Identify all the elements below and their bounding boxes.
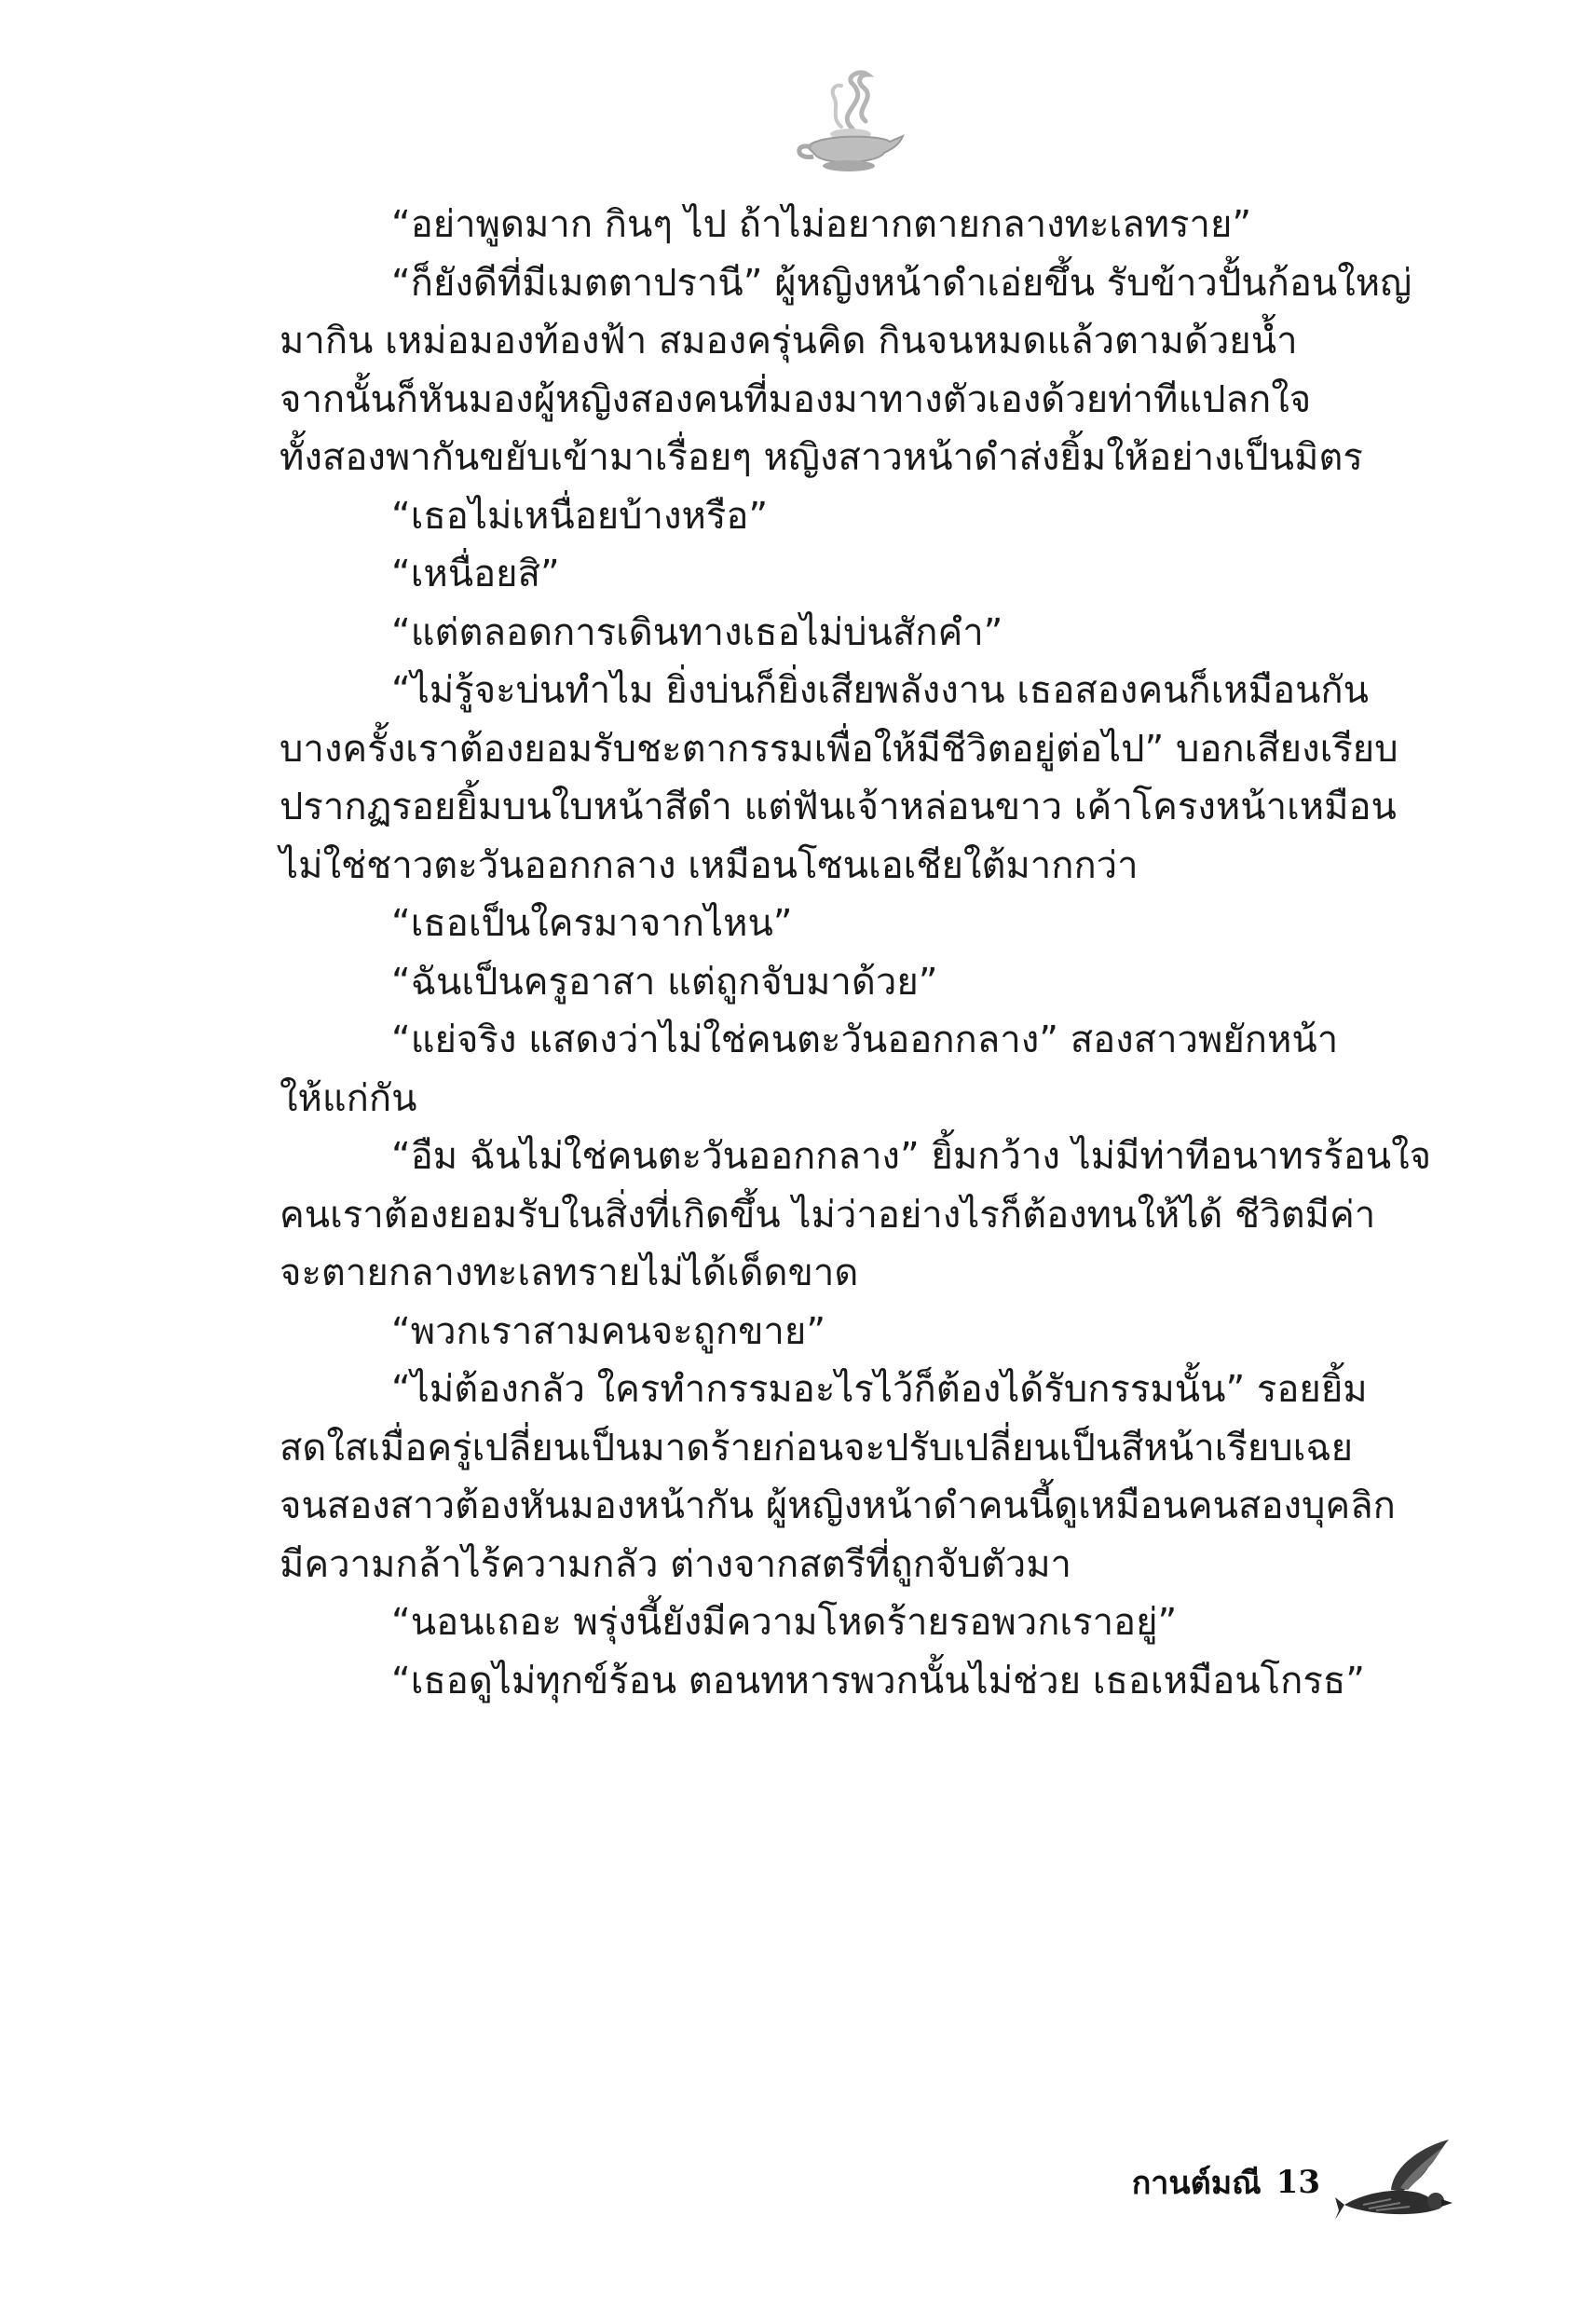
text-line: “นอนเถอะ พรุ่งนี้ยังมีความโหดร้ายรอพวกเราอยู่” [391, 1601, 1178, 1644]
text-line: จะตายกลางทะเลทรายไม่ได้เด็ดขาด [280, 1251, 859, 1294]
text-line: ทั้งสองพากันขยับเข้ามาเรื่อยๆ หญิงสาวหน้าดำส่งยิ้มให้อย่างเป็นมิตร [280, 436, 1363, 479]
page-footer [1132, 2126, 1456, 2238]
text-line: จากนั้นก็หันมองผู้หญิงสองคนที่มองมาทางตัวเองด้วยท่าทีแปลกใจ [280, 377, 1312, 421]
text-line: “ฉันเป็นครูอาสา แต่ถูกจับมาด้วย” [391, 960, 938, 1004]
eagle-icon [1335, 2136, 1456, 2229]
text-line: คนเราต้องยอมรับในสิ่งที่เกิดขึ้น ไม่ว่าอย่างไรก็ต้องทนให้ได้ ชีวิตมีค่า [280, 1193, 1376, 1237]
text-line: “ไม่รู้จะบ่นทำไม ยิ่งบ่นก็ยิ่งเสียพลังงาน เธอสองคนก็เหมือนกัน [391, 669, 1369, 712]
text-line: “พวกเราสามคนจะถูกขาย” [391, 1309, 826, 1353]
text-line: “เธอดูไม่ทุกข์ร้อน ตอนทหารพวกนั้นไม่ช่วย เธอเหมือนโกรธ” [391, 1659, 1365, 1702]
text-line: ไม่ใช่ชาวตะวันออกกลาง เหมือนโซนเอเชียใต้มากกว่า [280, 843, 1139, 887]
text-line: จนสองสาวต้องหันมองหน้ากัน ผู้หญิงหน้าดำคนนี้ดูเหมือนคนสองบุคลิก [280, 1484, 1396, 1527]
book-title: กานต์มณี [1131, 2165, 1262, 2202]
text-line: สดใสเมื่อครู่เปลี่ยนเป็นมาดร้ายก่อนจะปรับเปลี่ยนเป็นสีหน้าเรียบเฉย [280, 1426, 1354, 1470]
genie-lamp-icon [787, 56, 908, 177]
text-line: “เธอไม่เหนื่อยบ้างหรือ” [391, 494, 769, 538]
text-line: ให้แก่กัน [280, 1076, 417, 1120]
text-line: “เธอเป็นใครมาจากไหน” [391, 902, 793, 945]
text-line: “อย่าพูดมาก กินๆ ไป ถ้าไม่อยากตายกลางทะเลทราย” [391, 203, 1252, 246]
page-number: 13 [1275, 2164, 1320, 2201]
text-line: “แย่จริง แสดงว่าไม่ใช่คนตะวันออกกลาง” สองสาวพยักหน้า [391, 1019, 1339, 1061]
story-text [280, 196, 1435, 1710]
text-line: มีความกล้าไร้ความกลัว ต่างจากสตรีที่ถูกจับตัวมา [280, 1542, 1072, 1586]
text-line: “ไม่ต้องกลัว ใครทำกรรมอะไรไว้ก็ต้องได้รับกรรมนั้น” รอยยิ้ม [391, 1368, 1368, 1411]
text-line: “อืม ฉันไม่ใช่คนตะวันออกกลาง” ยิ้มกว้าง ไม่มีท่าทีอนาทรร้อนใจ [391, 1135, 1432, 1178]
text-line: “ก็ยังดีที่มีเมตตาปรานี” ผู้หญิงหน้าดำเอ่ยขึ้น รับข้าวปั้นก้อนใหญ่ [391, 261, 1412, 305]
text-line: บางครั้งเราต้องยอมรับชะตากรรมเพื่อให้มีชีวิตอยู่ต่อไป” บอกเสียงเรียบ [280, 727, 1398, 771]
text-line: “แต่ตลอดการเดินทางเธอไม่บ่นสักคำ” [391, 610, 1003, 654]
text-line: ปรากฏรอยยิ้มบนใบหน้าสีดำ แต่ฟันเจ้าหล่อนขาว เค้าโครงหน้าเหมือน [280, 786, 1397, 828]
text-line: “เหนื่อยสิ” [391, 553, 560, 595]
text-line: มากิน เหม่อมองท้องฟ้า สมองครุ่นคิด กินจนหมดแล้วตามด้วยน้ำ [280, 320, 1298, 362]
